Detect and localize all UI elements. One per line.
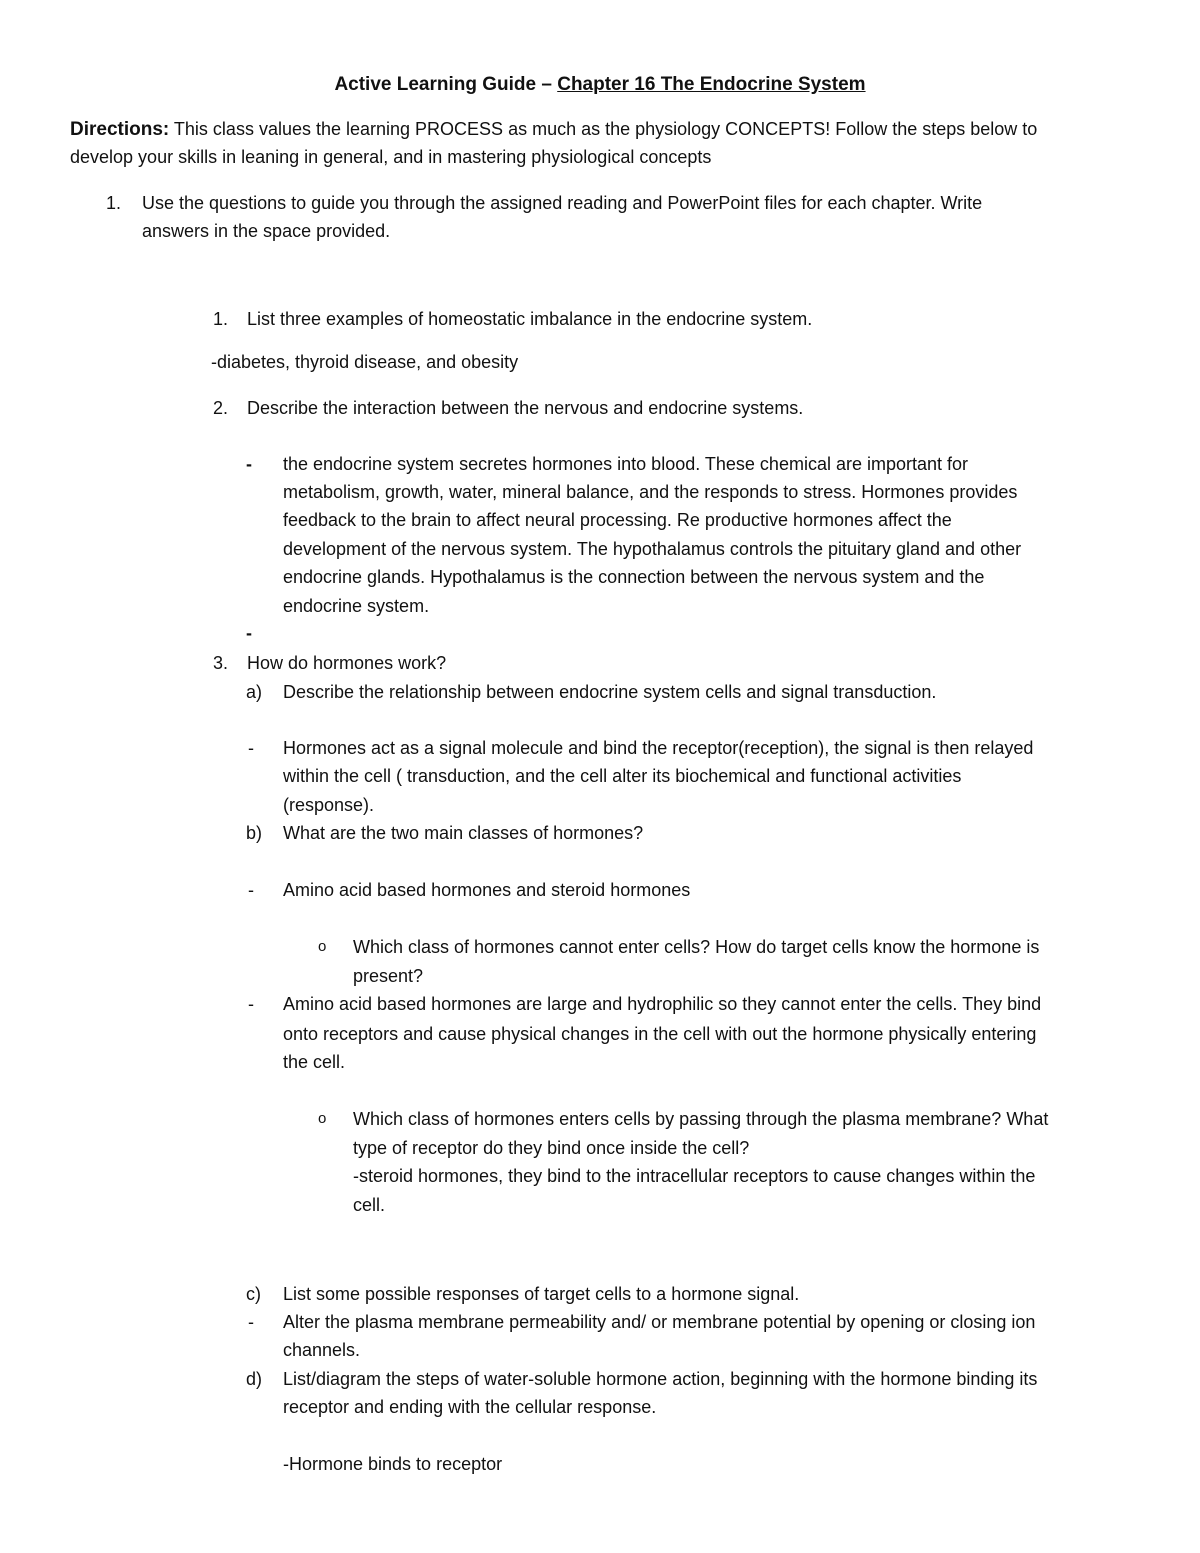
answer-line: -steroid hormones, they bind to the intracellular receptors to cause changes within the <box>353 1166 1036 1186</box>
directions-line: develop your skills in leaning in general, and in mastering physiological concepts <box>70 147 712 167</box>
answer-line: Hormones act as a signal molecule and bind the receptor(reception), the signal is then relayed <box>283 738 1034 758</box>
answer-bullet: - <box>248 994 254 1014</box>
subquestion-marker: a) <box>246 682 263 702</box>
answer-line: (response). <box>283 795 375 815</box>
answer-line: feedback to the brain to affect neural processing. Re productive hormones affect the <box>283 510 952 530</box>
directions-paragraph <box>70 118 1037 141</box>
subquestion-text: What are the two main classes of hormones? <box>283 823 644 843</box>
answer-bullet: - <box>246 623 252 643</box>
answer-line: the cell. <box>283 1052 346 1072</box>
subquestion-marker: c) <box>246 1284 261 1304</box>
answer-line: Amino acid based hormones are large and hydrophilic so they cannot enter the cells. They bind <box>283 994 1042 1014</box>
sub-bullet: o <box>318 938 327 955</box>
subquestion-text: List/diagram the steps of water-soluble hormone action, beginning with the hormone binding its <box>283 1369 1038 1389</box>
answer-line: the endocrine system secretes hormones into blood. These chemical are important for <box>283 454 969 474</box>
subquestion-text: receptor and ending with the cellular response. <box>283 1397 657 1417</box>
answer-text: Amino acid based hormones and steroid hormones <box>283 880 691 900</box>
answer-text: -Hormone binds to receptor <box>283 1454 503 1474</box>
question-marker: 1. <box>213 309 229 329</box>
question-marker: 3. <box>213 653 229 673</box>
sub-question-line: Which class of hormones enters cells by passing through the plasma membrane? What <box>353 1109 1049 1129</box>
answer-line: metabolism, growth, water, mineral balance, and the responds to stress. Hormones provides <box>283 482 1018 502</box>
answer-line: Alter the plasma membrane permeability and/ or membrane potential by opening or closing ion <box>283 1312 1036 1332</box>
answer-bullet: - <box>248 880 254 900</box>
answer-bullet: - <box>248 738 254 758</box>
step-text: answers in the space provided. <box>142 221 391 241</box>
sub-question-line: type of receptor do they bind once inside the cell? <box>353 1138 750 1158</box>
subquestion-marker: d) <box>246 1369 263 1389</box>
answer-line: development of the nervous system. The hypothalamus controls the pituitary gland and other <box>283 539 1022 559</box>
answer-line: channels. <box>283 1340 361 1360</box>
sub-question-line: Which class of hormones cannot enter cells? How do target cells know the hormone is <box>353 937 1040 957</box>
question-text: How do hormones work? <box>247 653 447 673</box>
subquestion-text: List some possible responses of target cells to a hormone signal. <box>283 1284 800 1304</box>
subquestion-marker: b) <box>246 823 263 843</box>
question-text: List three examples of homeostatic imbalance in the endocrine system. <box>247 309 813 329</box>
sub-question-line: present? <box>353 966 424 986</box>
answer-line: cell. <box>353 1195 386 1215</box>
step-text: Use the questions to guide you through the assigned reading and PowerPoint files for each chapter. Write <box>142 193 983 213</box>
title-prefix: Active Learning Guide – <box>334 74 558 95</box>
answer-bullet: - <box>246 454 252 474</box>
sub-bullet: o <box>318 1110 327 1127</box>
question-text: Describe the interaction between the nervous and endocrine systems. <box>247 398 804 418</box>
directions-label: Directions: <box>70 119 170 140</box>
answer-line: within the cell ( transduction, and the cell alter its biochemical and functional activities <box>283 766 962 786</box>
answer-line: endocrine system. <box>283 596 430 616</box>
subquestion-text: Describe the relationship between endocrine system cells and signal transduction. <box>283 682 937 702</box>
directions-line: This class values the learning PROCESS as much as the physiology CONCEPTS! Follow the steps below to <box>169 119 1038 139</box>
answer-line: onto receptors and cause physical changes in the cell with out the hormone physically entering <box>283 1024 1037 1044</box>
answer-line: endocrine glands. Hypothalamus is the connection between the nervous system and the <box>283 567 985 587</box>
answer-text: -diabetes, thyroid disease, and obesity <box>211 352 519 372</box>
chapter-title: Chapter 16 The Endocrine System <box>557 74 866 95</box>
question-marker: 2. <box>213 398 229 418</box>
page-title <box>0 74 1200 96</box>
step-marker: 1. <box>106 193 122 213</box>
answer-bullet: - <box>248 1312 254 1332</box>
